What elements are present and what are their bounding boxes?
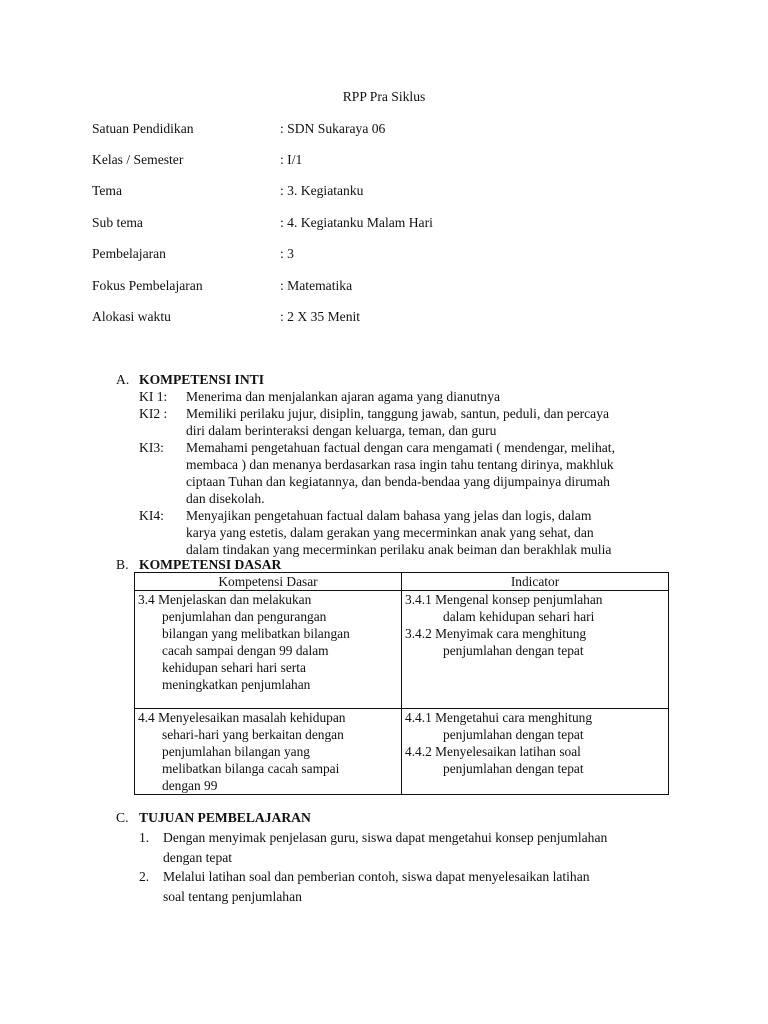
indicator-line: 4.4.2 Menyelesaikan latihan soal	[405, 744, 581, 759]
indicator-line: dalam kehidupan sehari hari	[443, 609, 595, 624]
ki-text-line: membaca ) dan menanya berdasarkan rasa ingin tahu tentang dirinya, makhluk	[186, 457, 614, 472]
ki-code: KI2 :	[139, 406, 168, 421]
indicator-line: 3.4.2 Menyimak cara menghitung	[405, 626, 587, 641]
table-cell-kd	[135, 709, 402, 795]
objective-number: 2.	[139, 869, 150, 884]
ki-code: KI4:	[139, 508, 164, 523]
kd-line: meningkatkan penjumlahan	[162, 677, 311, 692]
kd-line: dengan 99	[162, 778, 218, 793]
ki-code: KI 1:	[139, 389, 168, 404]
objective-number: 1.	[139, 830, 150, 845]
section-title: TUJUAN PEMBELAJARAN	[139, 810, 311, 825]
identity-value: : 4. Kegiatanku Malam Hari	[280, 215, 433, 230]
kd-line: cacah sampai dengan 99 dalam	[162, 643, 329, 658]
identity-label: Pembelajaran	[92, 246, 166, 261]
table-header-indicator: Indicator	[402, 573, 669, 591]
identity-value: : SDN Sukaraya 06	[280, 121, 386, 136]
ki-text-line: dan disekolah.	[186, 491, 265, 506]
identity-label: Fokus Pembelajaran	[92, 278, 203, 293]
ki-text-line: Menyajikan pengetahuan factual dalam bahasa yang jelas dan logis, dalam	[186, 508, 592, 523]
table-row	[135, 709, 669, 795]
identity-label: Alokasi waktu	[92, 309, 171, 324]
identity-label: Satuan Pendidikan	[92, 121, 194, 136]
ki-text-line: karya yang estetis, dalam gerakan yang mecerminkan anak yang sehat, dan	[186, 525, 594, 540]
objective-line: Dengan menyimak penjelasan guru, siswa dapat mengetahui konsep penjumlahan	[163, 830, 608, 845]
section-title: KOMPETENSI DASAR	[139, 557, 282, 572]
ki-text-line: diri dalam berinteraksi dengan keluarga, teman, dan guru	[186, 423, 497, 438]
table-cell-indicator	[402, 591, 669, 709]
table-header-kd: Kompetensi Dasar	[135, 573, 402, 591]
kompetensi-dasar-table	[134, 572, 669, 795]
ki-code: KI3:	[139, 440, 164, 455]
ki-text-line: Menerima dan menjalankan ajaran agama yang dianutnya	[186, 389, 501, 404]
ki-text-line: ciptaan Tuhan dan kegiatannya, dan benda-bendaa yang dijumpainya dirumah	[186, 474, 610, 489]
document-title: RPP Pra Siklus	[342, 89, 426, 104]
indicator-line: penjumlahan dengan tepat	[443, 761, 584, 776]
identity-value: : 2 X 35 Menit	[280, 309, 361, 324]
identity-label: Tema	[92, 183, 122, 198]
kd-line: sehari-hari yang berkaitan dengan	[162, 727, 344, 742]
kd-line: kehidupan sehari hari serta	[162, 660, 306, 675]
kd-line: penjumlahan dan pengurangan	[162, 609, 327, 624]
ki-text-line: Memahami pengetahuan factual dengan cara mengamati ( mendengar, melihat,	[186, 440, 615, 455]
ki-text-line: Memiliki perilaku jujur, disiplin, tanggung jawab, santun, peduli, dan percaya	[186, 406, 610, 421]
identity-value: : 3. Kegiatanku	[280, 183, 364, 198]
section-title: KOMPETENSI INTI	[139, 372, 265, 387]
indicator-line: penjumlahan dengan tepat	[443, 727, 584, 742]
kd-line: melibatkan bilanga cacah sampai	[162, 761, 340, 776]
identity-value: : I/1	[280, 152, 303, 167]
kd-line: penjumlahan bilangan yang	[162, 744, 310, 759]
table-cell-kd	[135, 591, 402, 709]
kd-line: 3.4 Menjelaskan dan melakukan	[138, 592, 312, 607]
kd-line: bilangan yang melibatkan bilangan	[162, 626, 350, 641]
indicator-line: penjumlahan dengan tepat	[443, 643, 584, 658]
table-cell-indicator	[402, 709, 669, 795]
objective-line: soal tentang penjumlahan	[163, 889, 302, 904]
section-letter: B.	[116, 557, 129, 572]
objective-line: dengan tepat	[163, 850, 233, 865]
table-header-row	[135, 573, 669, 591]
identity-label: Sub tema	[92, 215, 143, 230]
identity-value: : Matematika	[280, 278, 353, 293]
objective-line: Melalui latihan soal dan pemberian contoh, siswa dapat menyelesaikan latihan	[163, 869, 590, 884]
kd-line: 4.4 Menyelesaikan masalah kehidupan	[138, 710, 346, 725]
indicator-line: 4.4.1 Mengetahui cara menghitung	[405, 710, 593, 725]
section-letter: C.	[116, 810, 129, 825]
table-row	[135, 591, 669, 709]
ki-text-line: dalam tindakan yang mecerminkan perilaku anak beiman dan berakhlak mulia	[186, 542, 612, 557]
section-letter: A.	[116, 372, 130, 387]
indicator-line: 3.4.1 Mengenal konsep penjumlahan	[405, 592, 603, 607]
identity-label: Kelas / Semester	[92, 152, 184, 167]
identity-value: : 3	[280, 246, 294, 261]
